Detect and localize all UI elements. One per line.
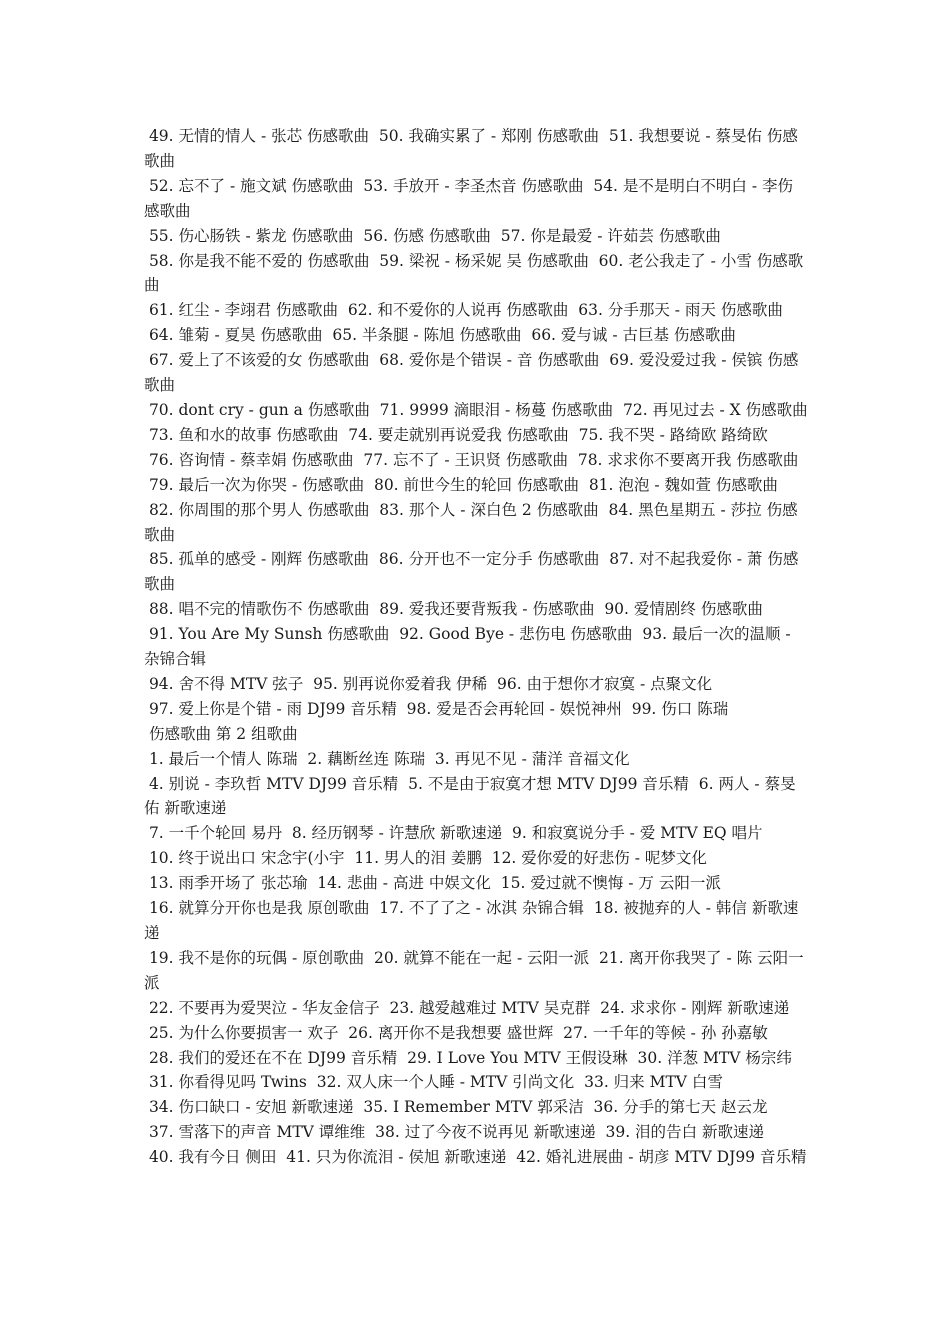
- song-line: 91. You Are My Sunsh 伤感歌曲 92. Good Bye - 悲伤电 伤感歌曲 93. 最后一次的温顺 - 杂锦合辑: [144, 625, 796, 669]
- song-line: 64. 雏菊 - 夏昊 伤感歌曲 65. 半条腿 - 陈旭 伤感歌曲 66. 爱与诚 - 古巨基 伤感歌曲: [144, 326, 736, 345]
- song-line: 1. 最后一个情人 陈瑞 2. 藕断丝连 陈瑞 3. 再见不见 - 蒲洋 音福文化: [144, 749, 630, 768]
- song-line: 19. 我不是你的玩偶 - 原创歌曲 20. 就算不能在一起 - 云阳一派 21. 离开你我哭了 - 陈 云阳一派: [144, 948, 804, 992]
- song-line: 16. 就算分开你也是我 原创歌曲 17. 不了了之 - 冰淇 杂锦合辑 18. 被抛弃的人 - 韩信 新歌速递: [144, 899, 799, 942]
- song-line: 49. 无情的情人 - 张芯 伤感歌曲 50. 我确实累了 - 郑刚 伤感歌曲 51. 我想要说 - 蔡旻佑 伤感歌曲: [144, 127, 798, 170]
- song-line: 82. 你周围的那个男人 伤感歌曲 83. 那个人 - 深白色 2 伤感歌曲 84. 黑色星期五 - 莎拉 伤感歌曲: [144, 500, 798, 544]
- song-line: 55. 伤心肠铁 - 紫龙 伤感歌曲 56. 伤感 伤感歌曲 57. 你是最爱 - 许茹芸 伤感歌曲: [144, 226, 721, 245]
- song-line: 73. 鱼和水的故事 伤感歌曲 74. 要走就别再说爱我 伤感歌曲 75. 我不哭 - 路绮欧 路绮欧: [144, 425, 768, 444]
- song-line: 70. dont cry - gun a 伤感歌曲 71. 9999 滴眼泪 - 杨蔓 伤感歌曲 72. 再见过去 - X 伤感歌曲: [144, 400, 808, 419]
- song-line: 94. 舍不得 MTV 弦子 95. 别再说你爱着我 伊稀 96. 由于想你才寂寞 - 点聚文化: [144, 674, 713, 693]
- song-line: 52. 忘不了 - 施文斌 伤感歌曲 53. 手放开 - 李圣杰音 伤感歌曲 54. 是不是明白不明白 - 李伤感歌曲: [144, 176, 794, 220]
- song-line: 58. 你是我不能不爱的 伤感歌曲 59. 梁祝 - 杨采妮 吴 伤感歌曲 60. 老公我走了 - 小雪 伤感歌曲: [144, 251, 804, 295]
- song-line: 10. 终于说出口 宋念宇(小宇 11. 男人的泪 姜鹏 12. 爱你爱的好悲伤 - 呢梦文化: [144, 849, 707, 868]
- song-line: 28. 我们的爱还在不在 DJ99 音乐精 29. I Love You MTV 王假设琳 30. 洋葱 MTV 杨宗纬: [144, 1048, 792, 1067]
- song-line: 61. 红尘 - 李翊君 伤感歌曲 62. 和不爱你的人说再 伤感歌曲 63. 分手那天 - 雨天 伤感歌曲: [144, 301, 783, 320]
- song-list: [144, 124, 808, 1170]
- song-line: 97. 爱上你是个错 - 雨 DJ99 音乐精 98. 爱是否会再轮回 - 娱悦神州 99. 伤口 陈瑞: [144, 699, 729, 718]
- song-line: 22. 不要再为爱哭泣 - 华友金信子 23. 越爱越难过 MTV 吴克群 24. 求求你 - 刚辉 新歌速递: [144, 998, 790, 1017]
- song-line: 25. 为什么你要损害一 欢子 26. 离开你不是我想要 盛世辉 27. 一千年的等候 - 孙 孙嘉敏: [144, 1023, 768, 1042]
- song-line: 88. 唱不完的情歌伤不 伤感歌曲 89. 爱我还要背叛我 - 伤感歌曲 90. 爱情剧终 伤感歌曲: [144, 600, 763, 619]
- song-line: 31. 你看得见吗 Twins 32. 双人床一个人睡 - MTV 引尚文化 33. 归来 MTV 白雪: [144, 1073, 723, 1092]
- song-line: 67. 爱上了不该爱的女 伤感歌曲 68. 爱你是个错误 - 音 伤感歌曲 69. 爱没爱过我 - 侯镔 伤感歌曲: [144, 351, 799, 395]
- song-line: 34. 伤口缺口 - 安旭 新歌速递 35. I Remember MTV 郭采洁 36. 分手的第七天 赵云龙: [144, 1098, 768, 1117]
- song-line: 76. 咨询情 - 蔡幸娟 伤感歌曲 77. 忘不了 - 王识贤 伤感歌曲 78. 求求你不要离开我 伤感歌曲: [144, 450, 799, 469]
- song-line: 40. 我有今日 侧田 41. 只为你流泪 - 侯旭 新歌速递 42. 婚礼进展曲 - 胡彦 MTV DJ99 音乐精: [144, 1148, 807, 1167]
- song-line: 7. 一千个轮回 易丹 8. 经历钢琴 - 许慧欣 新歌速递 9. 和寂寞说分手 - 爱 MTV EQ 唱片: [144, 824, 763, 843]
- section-heading: 伤感歌曲 第 2 组歌曲: [144, 724, 298, 743]
- song-line: 79. 最后一次为你哭 - 伤感歌曲 80. 前世今生的轮回 伤感歌曲 81. 泡泡 - 魏如萱 伤感歌曲: [144, 475, 778, 494]
- song-line: 85. 孤单的感受 - 刚辉 伤感歌曲 86. 分开也不一定分手 伤感歌曲 87. 对不起我爱你 - 萧 伤感歌曲: [144, 550, 799, 594]
- song-line: 13. 雨季开场了 张芯瑜 14. 悲曲 - 高进 中娱文化 15. 爱过就不懊悔 - 万 云阳一派: [144, 874, 721, 893]
- song-line: 4. 别说 - 李玖哲 MTV DJ99 音乐精 5. 不是由于寂寞才想 MTV DJ99 音乐精 6. 两人 - 蔡旻佑 新歌速递: [144, 774, 796, 818]
- song-line: 37. 雪落下的声音 MTV 谭维维 38. 过了今夜不说再见 新歌速递 39. 泪的告白 新歌速递: [144, 1123, 764, 1142]
